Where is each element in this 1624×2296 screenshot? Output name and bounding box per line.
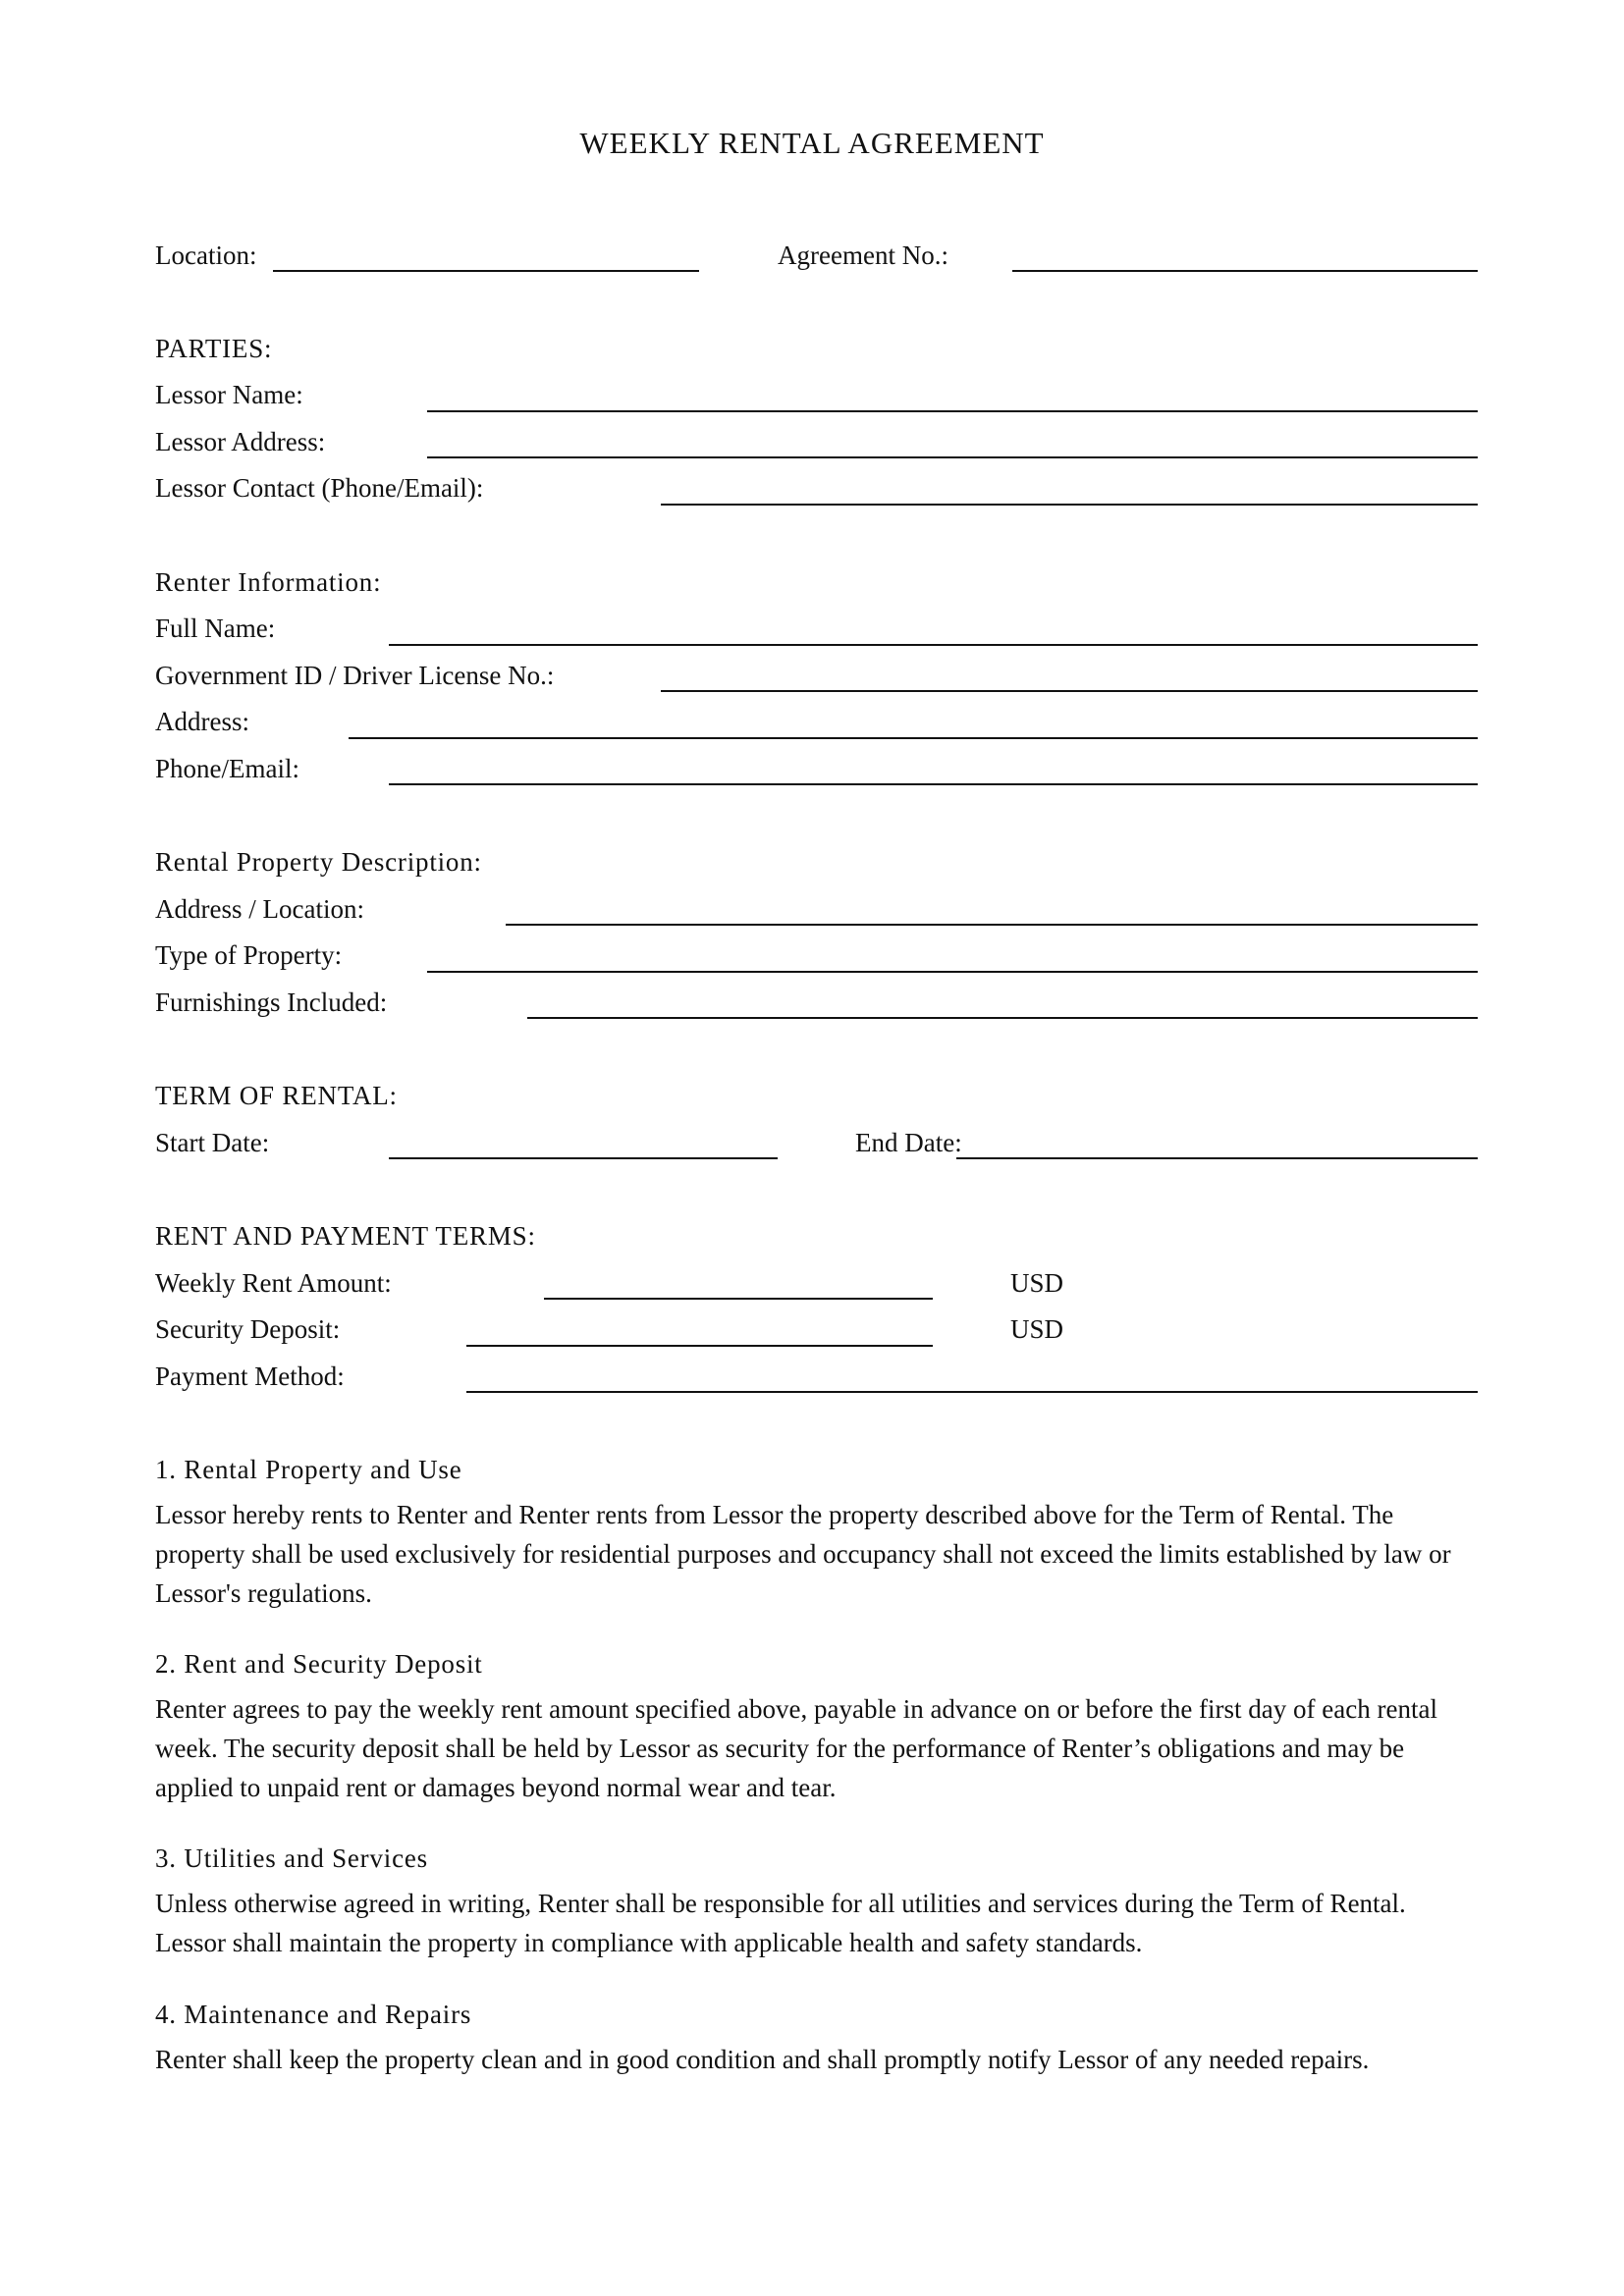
property-address-label: Address / Location: <box>155 894 364 924</box>
security-deposit-label: Security Deposit: <box>155 1314 341 1344</box>
start-date-label: Start Date: <box>155 1128 270 1157</box>
payment-method-label: Payment Method: <box>155 1362 345 1391</box>
property-heading: Rental Property Description: <box>155 847 482 877</box>
renter-gov-id-label: Government ID / Driver License No.: <box>155 661 555 690</box>
agreement-no-label: Agreement No.: <box>778 240 948 270</box>
document-title: WEEKLY RENTAL AGREEMENT <box>579 126 1045 160</box>
renter-address-label: Address: <box>155 707 249 736</box>
renter-heading: Renter Information: <box>155 567 382 597</box>
rent-heading: RENT AND PAYMENT TERMS: <box>155 1221 536 1251</box>
renter-full-name-field[interactable] <box>389 644 1478 646</box>
weekly-rent-label: Weekly Rent Amount: <box>155 1268 392 1298</box>
parties-heading: PARTIES: <box>155 334 273 363</box>
security-deposit-field[interactable] <box>466 1345 933 1347</box>
renter-address-field[interactable] <box>349 737 1478 739</box>
renter-gov-id-field[interactable] <box>661 690 1478 692</box>
property-type-label: Type of Property: <box>155 940 343 970</box>
furnishings-field[interactable] <box>527 1017 1478 1019</box>
furnishings-label: Furnishings Included: <box>155 988 388 1017</box>
weekly-rent-currency: USD <box>1010 1268 1064 1298</box>
section-2-heading: 2. Rent and Security Deposit <box>155 1649 483 1679</box>
section-1-text: Lessor hereby rents to Renter and Renter rents from Lessor the property described above for the Term of Rental. The property shall be used exclusively for residential purposes and occupancy shall not exceed the limits established by law or Lessor's regulations. <box>155 1500 1451 1608</box>
agreement-no-field[interactable] <box>1012 270 1478 272</box>
renter-phone-email-label: Phone/Email: <box>155 754 299 783</box>
term-heading: TERM OF RENTAL: <box>155 1081 398 1110</box>
renter-full-name-label: Full Name: <box>155 614 276 643</box>
location-label: Location: <box>155 240 257 270</box>
section-1-heading: 1. Rental Property and Use <box>155 1455 462 1484</box>
section-2-text: Renter agrees to pay the weekly rent amount specified above, payable in advance on or before the first day of each rental week. The security deposit shall be held by Lessor as security for the performance of Renter’s obligations and may be applied to unpaid rent or damages beyond normal wear and tear. <box>155 1694 1437 1802</box>
lessor-name-label: Lessor Name: <box>155 380 303 409</box>
property-address-field[interactable] <box>506 924 1478 926</box>
location-field[interactable] <box>273 270 699 272</box>
renter-phone-email-field[interactable] <box>389 783 1478 785</box>
lessor-address-label: Lessor Address: <box>155 427 326 456</box>
end-date-field[interactable] <box>956 1157 1478 1159</box>
property-type-field[interactable] <box>427 971 1478 973</box>
section-4-text: Renter shall keep the property clean and in good condition and shall promptly notify Lessor of any needed repairs. <box>155 2045 1370 2074</box>
start-date-field[interactable] <box>389 1157 778 1159</box>
lessor-name-field[interactable] <box>427 410 1478 412</box>
lessor-address-field[interactable] <box>427 456 1478 458</box>
section-3-text: Unless otherwise agreed in writing, Renter shall be responsible for all utilities and services during the Term of Rental. Lessor shall maintain the property in compliance with applicable health and safety standards. <box>155 1889 1406 1957</box>
section-4-heading: 4. Maintenance and Repairs <box>155 2000 472 2029</box>
security-deposit-currency: USD <box>1010 1314 1064 1344</box>
payment-method-field[interactable] <box>466 1391 1478 1393</box>
end-date-label: End Date: <box>855 1128 962 1157</box>
section-3-heading: 3. Utilities and Services <box>155 1843 428 1873</box>
weekly-rent-field[interactable] <box>544 1298 933 1300</box>
lessor-contact-field[interactable] <box>661 504 1478 506</box>
lessor-contact-label: Lessor Contact (Phone/Email): <box>155 473 484 503</box>
